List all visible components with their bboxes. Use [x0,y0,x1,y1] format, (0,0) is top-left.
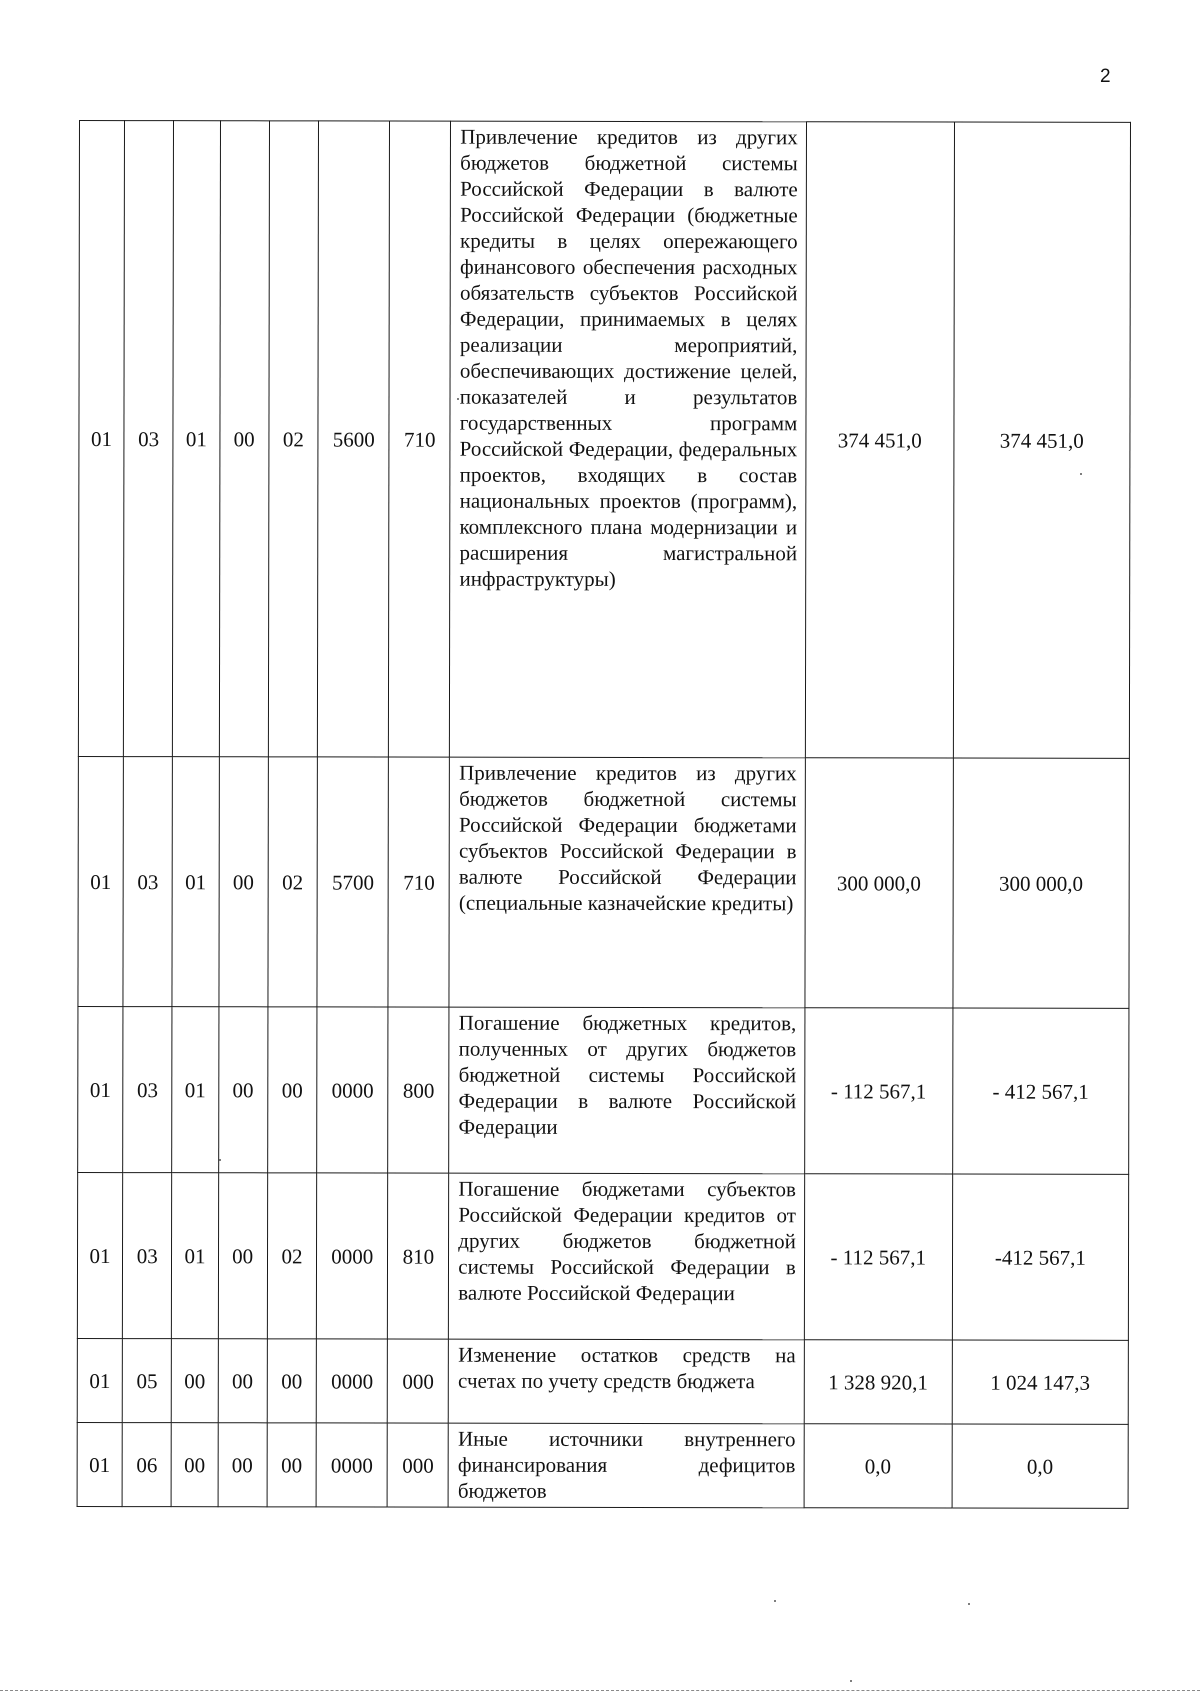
code-cell: 00 [218,1339,267,1423]
code-cell: 01 [173,121,220,757]
amount-cell-year2: - 412 567,1 [952,1008,1129,1174]
scan-speck [850,1680,852,1682]
code-cell: 01 [172,1007,218,1173]
amount-cell-year1: 374 451,0 [805,122,954,758]
code-cell: 01 [77,1338,122,1422]
description-cell: Иные источники внутреннего финансирования дефицитов бюджетов [448,1423,804,1508]
code-cell: 02 [268,757,318,1007]
code-cell: 03 [122,1173,172,1339]
amount-cell-year1: - 112 567,1 [804,1174,952,1340]
code-cell: 01 [172,757,219,1007]
amount-cell-year2: 300 000,0 [953,758,1130,1008]
scan-speck [774,1600,776,1602]
code-cell: 01 [78,1006,123,1172]
code-cell: 00 [218,1173,268,1339]
code-cell: 00 [219,121,269,757]
code-cell: 0000 [316,1423,387,1507]
page-number: 2 [1100,66,1111,87]
code-cell: 03 [123,1007,173,1173]
table-row [78,1006,1129,1174]
code-cell: 00 [171,1423,217,1507]
code-cell: 710 [388,757,449,1007]
code-cell: 01 [172,1173,218,1339]
code-cell: 01 [78,756,124,1006]
amount-cell-year2: -412 567,1 [952,1174,1129,1340]
code-cell: 00 [267,1007,317,1173]
code-cell: 710 [389,121,451,757]
amount-cell-year2: 0,0 [952,1424,1128,1508]
code-cell: 01 [77,1172,122,1338]
code-cell: 000 [388,1423,449,1507]
code-cell: 00 [218,1423,267,1507]
amount-cell-year2: 374 451,0 [953,122,1130,758]
code-cell: 00 [267,1339,316,1423]
code-cell: 01 [77,1422,122,1506]
code-cell: 800 [388,1007,449,1173]
amount-cell-year1: 300 000,0 [805,758,953,1008]
amount-cell-year1: - 112 567,1 [804,1008,952,1174]
code-cell: 0000 [317,1007,389,1173]
code-cell: 0000 [316,1339,387,1423]
code-cell: 05 [122,1339,171,1423]
scan-speck [968,1603,970,1605]
scan-speck [219,1159,221,1161]
code-cell: 0000 [316,1173,388,1339]
code-cell: 00 [172,1339,218,1423]
table-row [77,1338,1128,1424]
code-cell: 03 [123,757,173,1007]
code-cell: 06 [122,1423,171,1507]
code-cell: 03 [123,121,173,757]
description-cell: Изменение остатков средств на счетах по учету средств бюджета [448,1339,804,1424]
code-cell: 5600 [318,121,390,757]
code-cell: 02 [268,121,318,757]
code-cell: 5700 [317,757,389,1007]
table-row [77,1422,1128,1508]
description-cell: Привлечение кредитов из других бюджетов бюджетной системы Российской Федерации в валюте Российской Федерации (бюджетные кредиты в целях опережающего финансового обеспечения расходных обязательств субъектов Российской Федерации, принимаемых в целях реализации мероприятий, обеспечивающих достижение целей, показателей и результатов государственных программ Российской Федерации, федеральных проектов, входящих в состав национальных проектов (программ), комплексного плана модернизации и расширения магистральной инфраструктуры) [450,121,807,758]
code-cell: 810 [388,1173,449,1339]
amount-cell-year2: 1 024 147,3 [952,1340,1128,1424]
code-cell: 00 [218,757,268,1007]
description-cell: Погашение бюджетных кредитов, полученных от других бюджетов бюджетной системы Российской Федерации в валюте Российской Федерации [449,1007,805,1174]
description-cell: Привлечение кредитов из других бюджетов бюджетной системы Российской Федерации бюджетами субъектов Российской Федерации в валюте Российской Федерации (специальные казначейские кредиты) [449,757,805,1008]
code-cell: 00 [218,1007,268,1173]
code-cell: 02 [267,1173,317,1339]
scan-speck [1080,473,1082,475]
table-row [78,756,1129,1008]
scan-speck [457,398,459,400]
scan-bottom-edge [0,1690,1200,1691]
table-row [77,1172,1128,1340]
code-cell: 000 [388,1339,449,1423]
code-cell: 01 [78,121,124,757]
table-row [78,121,1130,759]
code-cell: 00 [267,1423,316,1507]
amount-cell-year1: 0,0 [804,1424,952,1508]
budget-sources-table [77,120,1131,1509]
description-cell: Погашение бюджетами субъектов Российской Федерации кредитов от других бюджетов бюджетной системы Российской Федерации в валюте Российской Федерации [449,1173,805,1340]
amount-cell-year1: 1 328 920,1 [804,1340,952,1424]
